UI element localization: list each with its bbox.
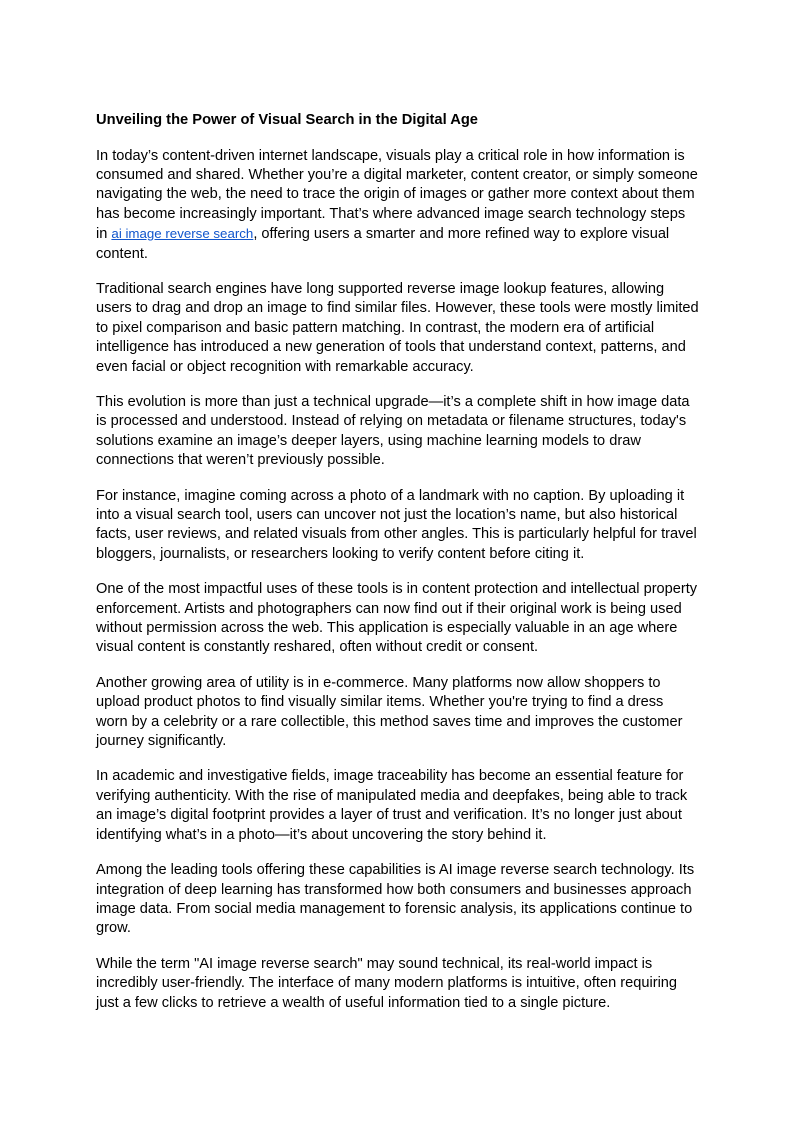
document-title: Unveiling the Power of Visual Search in the Digital Age <box>96 112 478 128</box>
paragraph-traditional-search: Traditional search engines have long supported reverse image lookup features, allowing users to drag and drop an image to find similar files. However, these tools were mostly limited to pixel comparison and basic pattern matching. In contrast, the modern era of artificial intelligence has introduced a new generation of tools that understand context, patterns, and even facial or object recognition with remarkable accuracy. <box>96 280 699 375</box>
paragraph-evolution: This evolution is more than just a technical upgrade—it’s a complete shift in how image data is processed and understood. Instead of relying on metadata or filename structures, today's solutions examine an image’s deeper layers, using machine learning models to draw connections that weren’t previously possible. <box>96 393 690 469</box>
paragraph-academic: In academic and investigative fields, image traceability has become an essential feature for verifying authenticity. With the rise of manipulated media and deepfakes, being able to track an image’s digital footprint provides a layer of trust and verification. It’s no longer just about identifying what’s in a photo—it’s about uncovering the story behind it. <box>96 768 688 843</box>
ai-image-reverse-search-link[interactable]: ai image reverse search <box>111 226 254 242</box>
document-body <box>96 111 699 1029</box>
paragraph-user-friendly: While the term "AI image reverse search" may sound technical, its real-world impact is incredibly user-friendly. The interface of many modern platforms is intuitive, often requiring just a few clicks to retrieve a wealth of useful information tied to a single picture. <box>96 955 678 1011</box>
paragraph-content-protection: One of the most impactful uses of these tools is in content protection and intellectual property enforcement. Artists and photographers can now find out if their original work is being used without permission across the web. This application is especially valuable in an age where visual content is constantly reshared, often without credit or consent. <box>96 581 698 656</box>
paragraph-intro <box>96 147 699 264</box>
paragraph-leading-tools: Among the leading tools offering these capabilities is AI image reverse search technology. Its integration of deep learning has transformed how both consumers and businesses approach image data. From social media management to forensic analysis, its applications continue to grow. <box>96 862 695 937</box>
paragraph-ecommerce: Another growing area of utility is in e-commerce. Many platforms now allow shoppers to upload product photos to find visually similar items. Whether you're trying to find a dress worn by a celebrity or a rare collectible, this method saves time and improves the customer journey significantly. <box>96 674 683 750</box>
paragraph-intro-text-after: , offering users a smarter and more refined way to explore visual content. <box>96 226 670 262</box>
paragraph-landmark-example: For instance, imagine coming across a photo of a landmark with no caption. By uploading it into a visual search tool, users can uncover not just the location’s name, but also historical facts, user reviews, and related visuals from other angles. This is particularly helpful for travel bloggers, journalists, or researchers looking to verify content before citing it. <box>96 487 697 562</box>
paragraph-intro-text-before: In today’s content-driven internet landscape, visuals play a critical role in how information is consumed and shared. Whether you’re a digital marketer, content creator, or simply someone navigating the web, the need to trace the origin of images or gather more context about them has become increasingly important. That’s where advanced image search technology steps in <box>96 147 698 243</box>
